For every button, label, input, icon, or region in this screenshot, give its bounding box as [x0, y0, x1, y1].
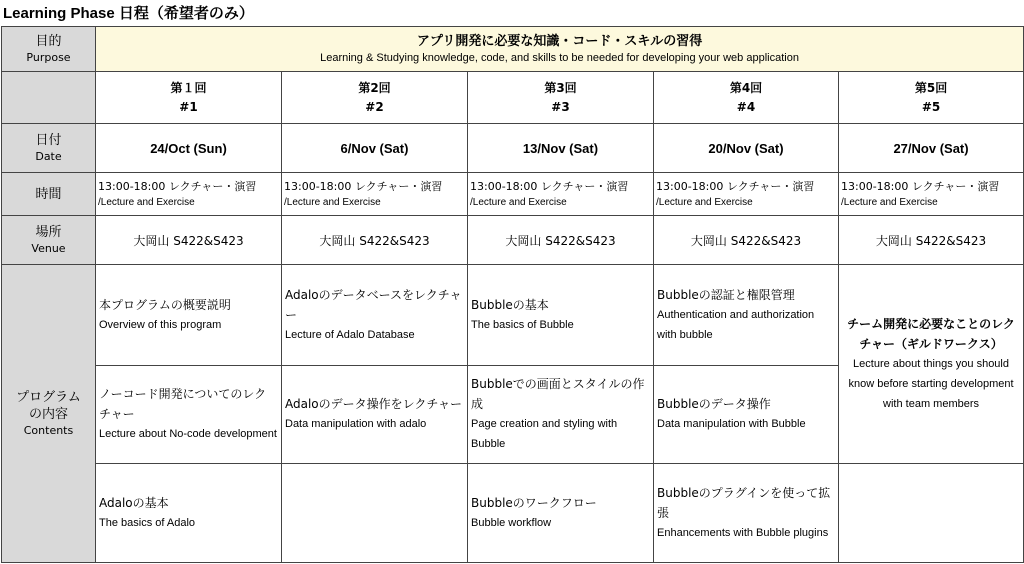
content-2-2: Adaloのデータ操作をレクチャー Data manipulation with adalo	[282, 365, 468, 463]
time-cell-1: 13:00-18:00 レクチャー・演習 /Lecture and Exercise	[96, 173, 282, 216]
content-3-1: Adaloの基本 The basics of Adalo	[96, 463, 282, 562]
session-header-2: 第2回 #2	[282, 72, 468, 124]
content-3-3: Bubbleのワークフロー Bubble workflow	[468, 463, 654, 562]
date-cell-1: 24/Oct (Sun)	[96, 124, 282, 173]
content-3-2	[282, 463, 468, 562]
schedule-table	[1, 26, 1024, 563]
content-1-2: Adaloのデータベースをレクチャー Lecture of Adalo Database	[282, 265, 468, 365]
purpose-cell	[96, 27, 1024, 72]
date-cell-5: 27/Nov (Sat)	[839, 124, 1024, 173]
date-row	[2, 124, 1024, 173]
corner-cell	[2, 72, 96, 124]
content-3-5	[839, 463, 1024, 562]
time-row	[2, 173, 1024, 216]
venue-cell-1: 大岡山 S422&S423	[96, 216, 282, 265]
content-2-4: Bubbleのデータ操作 Data manipulation with Bubble	[654, 365, 839, 463]
time-cell-3: 13:00-18:00 レクチャー・演習 /Lecture and Exercise	[468, 173, 654, 216]
contents-row-3	[2, 463, 1024, 562]
date-cell-3: 13/Nov (Sat)	[468, 124, 654, 173]
content-1-1: 本プログラムの概要説明 Overview of this program	[96, 265, 282, 365]
date-cell-4: 20/Nov (Sat)	[654, 124, 839, 173]
venue-cell-5: 大岡山 S422&S423	[839, 216, 1024, 265]
content-1-3: Bubbleの基本 The basics of Bubble	[468, 265, 654, 365]
content-2-1: ノーコード開発についてのレクチャー Lecture about No-code development	[96, 365, 282, 463]
content-session-5: チーム開発に必要なことのレクチャー（ギルドワークス） Lecture about things you should know before starting development with team members	[839, 265, 1024, 463]
time-cell-4: 13:00-18:00 レクチャー・演習 /Lecture and Exercise	[654, 173, 839, 216]
venue-label-cell: 場所 Venue	[2, 216, 96, 265]
venue-cell-3: 大岡山 S422&S423	[468, 216, 654, 265]
date-cell-2: 6/Nov (Sat)	[282, 124, 468, 173]
purpose-text-jp: アプリ開発に必要な知識・コード・スキルの習得	[416, 34, 703, 50]
content-3-4: Bubbleのプラグインを使って拡張 Enhancements with Bubble plugins	[654, 463, 839, 562]
venue-cell-4: 大岡山 S422&S423	[654, 216, 839, 265]
session-header-row	[2, 72, 1024, 124]
purpose-label-en: Purpose	[26, 51, 71, 65]
time-cell-2: 13:00-18:00 レクチャー・演習 /Lecture and Exercise	[282, 173, 468, 216]
content-2-3: Bubbleでの画面とスタイルの作成 Page creation and styling with Bubble	[468, 365, 654, 463]
purpose-label-jp: 目的	[35, 34, 62, 50]
page-title: Learning Phase 日程（希望者のみ）	[3, 5, 254, 22]
purpose-label-cell	[2, 27, 96, 72]
venue-cell-2: 大岡山 S422&S423	[282, 216, 468, 265]
contents-row-1	[2, 265, 1024, 365]
session-header-1: 第１回 #1	[96, 72, 282, 124]
purpose-row	[2, 27, 1024, 72]
time-cell-5: 13:00-18:00 レクチャー・演習 /Lecture and Exercise	[839, 173, 1024, 216]
session-header-5: 第5回 #5	[839, 72, 1024, 124]
date-label-cell: 日付 Date	[2, 124, 96, 173]
time-label-cell: 時間	[2, 173, 96, 216]
purpose-text-en: Learning & Studying knowledge, code, and skills to be needed for developing your web application	[320, 52, 799, 65]
venue-row	[2, 216, 1024, 265]
session-header-3: 第3回 #3	[468, 72, 654, 124]
content-1-4: Bubbleの認証と権限管理 Authentication and authorization with bubble	[654, 265, 839, 365]
contents-label-cell: プログラム の内容 Contents	[2, 265, 96, 563]
session-header-4: 第4回 #4	[654, 72, 839, 124]
